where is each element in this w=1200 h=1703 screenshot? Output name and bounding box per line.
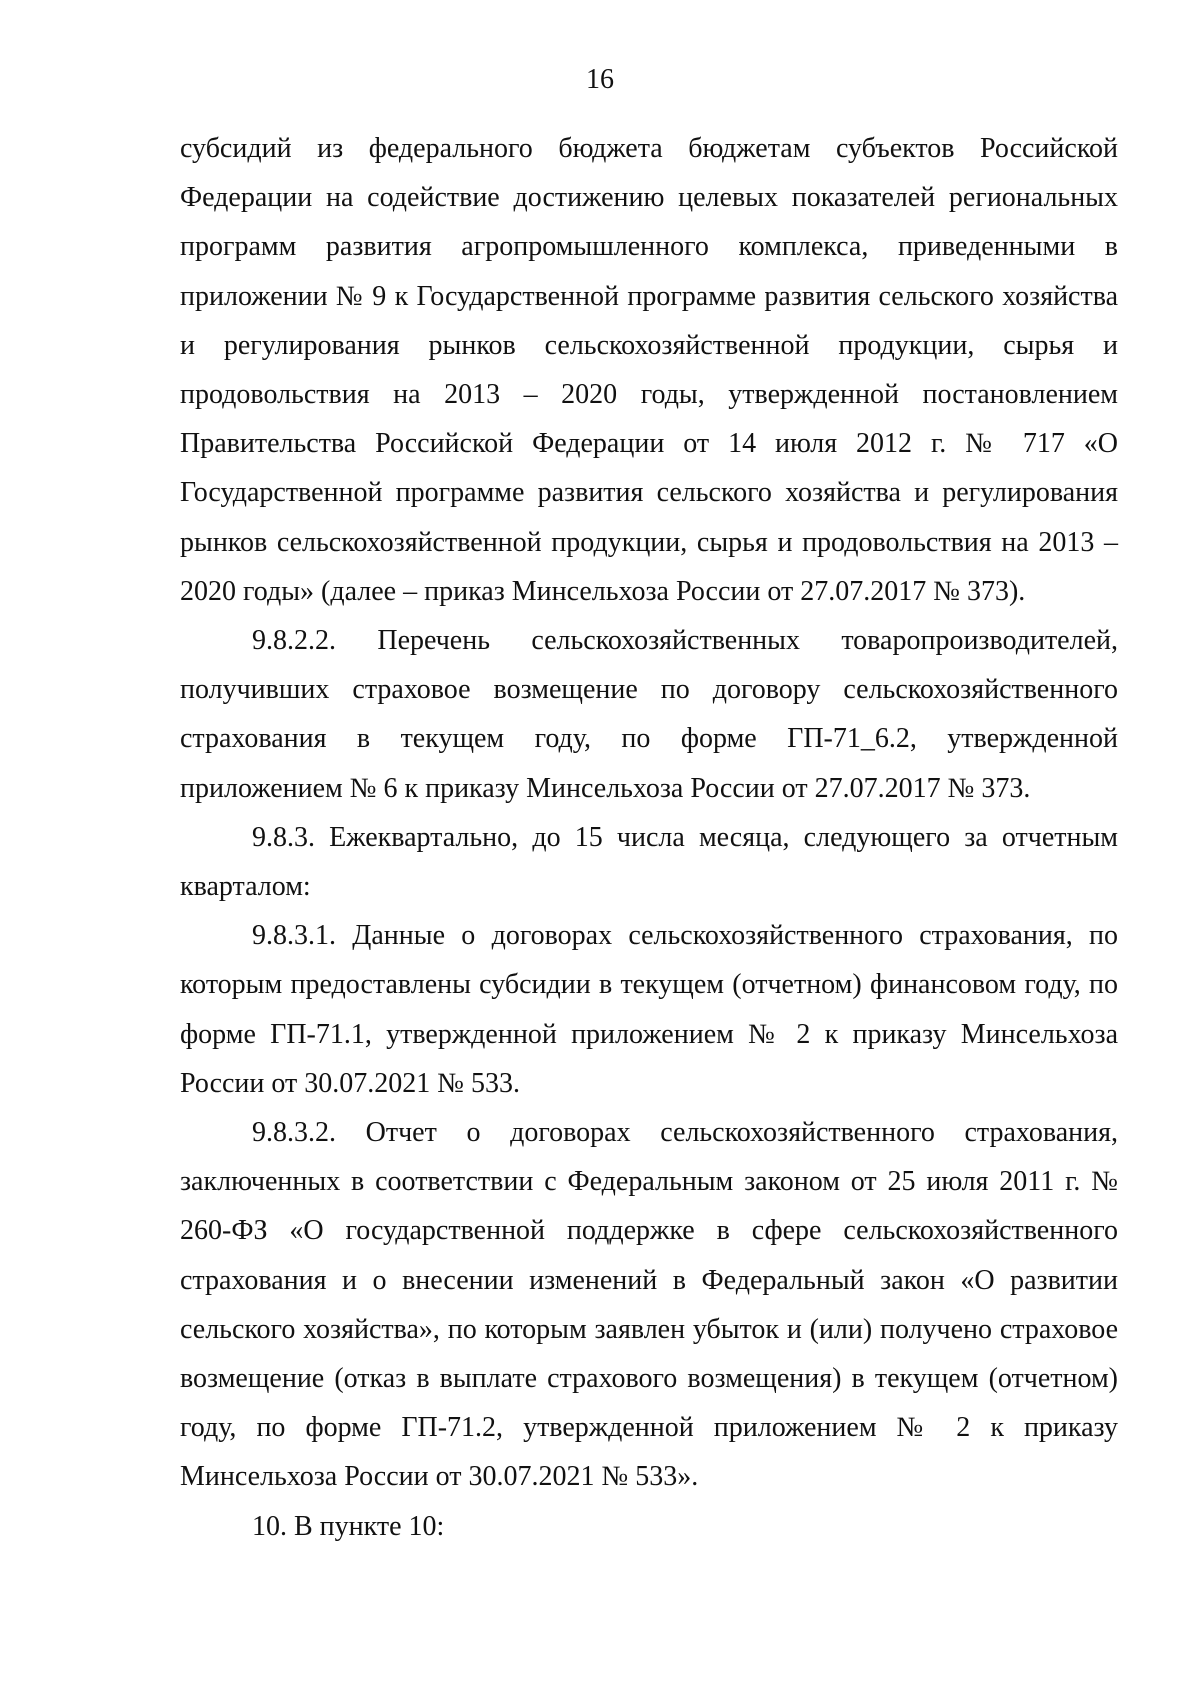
- paragraph-continuation: субсидий из федерального бюджета бюджетам субъектов Российской Федерации на содействие достижению целевых показателей региональных программ развития агропромышленного комплекса, приведенными в приложении № 9 к Государственной программе развития сельского хозяйства и регулирования рынков сельскохозяйственной продукции, сырья и продовольствия на 2013 – 2020 годы, утвержденной постановлением Правительства Российской Федерации от 14 июля 2012 г. № 717 «О Государственной программе развития сельского хозяйства и регулирования рынков сельскохозяйственной продукции, сырья и продовольствия на 2013 – 2020 годы» (далее – приказ Минсельхоза России от 27.07.2017 № 373).: [180, 133, 1118, 607]
- page-number: 16: [586, 64, 614, 95]
- paragraph-9-8-2-2: 9.8.2.2. Перечень сельскохозяйственных товаропроизводителей, получивших страховое возмещение по договору сельскохозяйственного страхования в текущем году, по форме ГП-71_6.2, утвержденной приложением № 6 к приказу Минсельхоза России от 27.07.2017 № 373.: [180, 625, 1118, 804]
- paragraph-9-8-3-1: 9.8.3.1. Данные о договорах сельскохозяйственного страхования, по которым предоставлены субсидии в текущем (отчетном) финансовом году, по форме ГП-71.1, утвержденной приложением № 2 к приказу Минсельхоза России от 30.07.2021 № 533.: [180, 920, 1118, 1099]
- paragraph-9-8-3-2: 9.8.3.2. Отчет о договорах сельскохозяйственного страхования, заключенных в соответствии с Федеральным законом от 25 июля 2011 г. № 260-ФЗ «О государственной поддержке в сфере сельскохозяйственного страхования и о внесении изменений в Федеральный закон «О развитии сельского хозяйства», по которым заявлен убыток и (или) получено страховое возмещение (отказ в выплате страхового возмещения) в текущем (отчетном) году, по форме ГП-71.2, утвержденной приложением № 2 к приказу Минсельхоза России от 30.07.2021 № 533».: [180, 1117, 1118, 1493]
- paragraph-10: 10. В пункте 10:: [252, 1510, 445, 1542]
- document-body: [180, 124, 1118, 1551]
- paragraph-9-8-3: 9.8.3. Ежеквартально, до 15 числа месяца, следующего за отчетным кварталом:: [180, 821, 1118, 903]
